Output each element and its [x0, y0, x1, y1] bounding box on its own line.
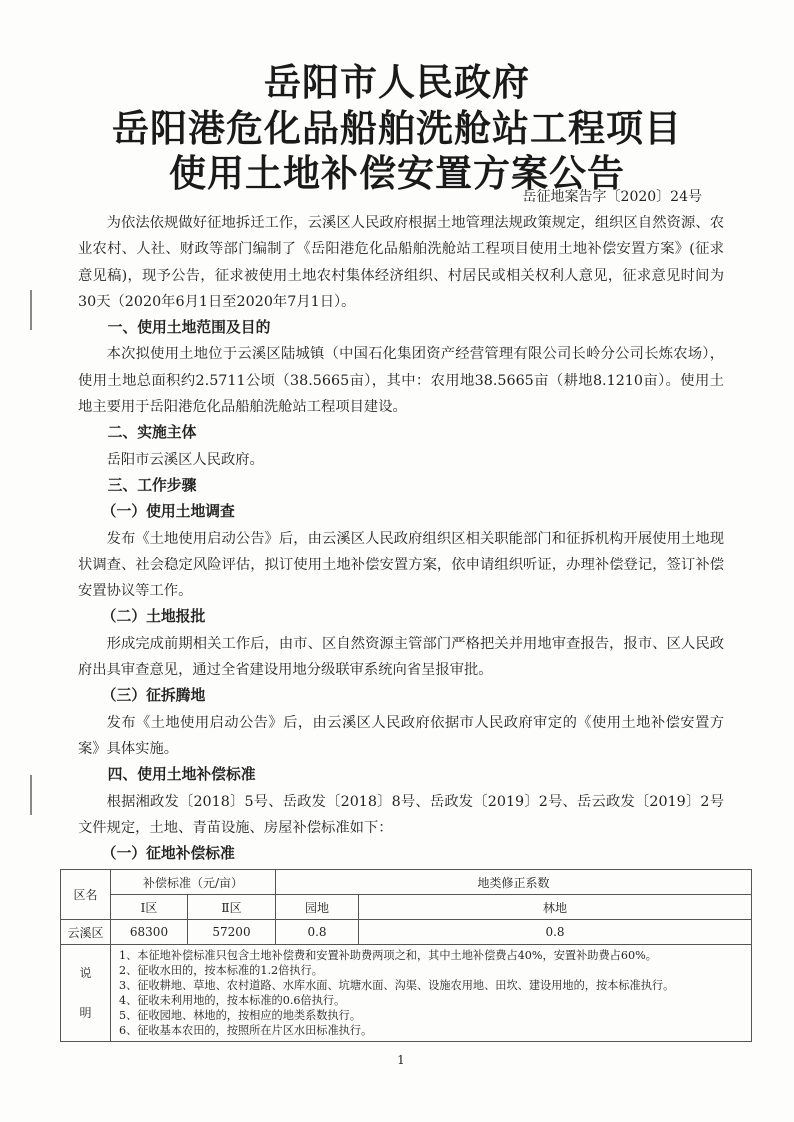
section-heading: 四、使用土地补偿标准 — [107, 766, 256, 784]
note-item: 4、征收未利用地的，按本标准的0.6倍执行。 — [119, 994, 346, 1008]
notes-label-1: 说 — [79, 966, 92, 981]
section-heading: 三、工作步骤 — [107, 476, 197, 494]
paragraph: 根据湘政发〔2018〕5号、岳政发〔2018〕8号、岳政发〔2019〕2号、岳云政发〔2019〕2号文件规定，土地、青苗设施、房屋补偿标准如下： — [78, 793, 724, 836]
header-area: 区名 — [61, 870, 111, 920]
notes-label-2: 明 — [79, 1006, 92, 1021]
paragraph: 发布《土地使用启动公告》后，由云溪区人民政府依据市人民政府审定的《使用土地补偿安置方案》具体实施。 — [78, 714, 724, 757]
cell-forest: 0.8 — [359, 920, 752, 945]
title-line-3: 使用土地补偿安置方案公告 — [169, 151, 625, 195]
header-forest: 林地 — [359, 895, 752, 920]
scan-mark — [30, 290, 32, 330]
intro-paragraph: 为依法依规做好征地拆迁工作，云溪区人民政府根据土地管理法规政策规定，组织区自然资源、农业农村、人社、财政等部门编制了《岳阳港危化品船舶洗舱站工程项目使用土地补偿安置方案》(征求意见稿)，现予公告，征求被使用土地农村集体经济组织、村居民或相关权利人意见，征求意见时间为30天（2020年6月1日至2020年7月1日）。 — [78, 215, 724, 310]
note-item: 5、征收园地、林地的，按相应的地类系数执行。 — [119, 1009, 362, 1023]
title-line-1: 岳阳市人民政府 — [264, 60, 530, 104]
notes-label — [61, 945, 111, 1042]
cell-zone-1: 68300 — [111, 920, 188, 945]
section-heading: 二、实施主体 — [107, 424, 197, 442]
title-line-2: 岳阳港危化品船舶洗舱站工程项目 — [112, 106, 682, 150]
header-standard: 补偿标准（元/亩） — [111, 870, 276, 895]
table-row — [61, 920, 752, 945]
document-number: 岳征地案告字〔2020〕24号 — [522, 189, 702, 205]
header-garden: 园地 — [276, 895, 359, 920]
subsection-heading: （三）征拆腾地 — [101, 687, 206, 705]
notes-cell — [111, 945, 752, 1042]
cell-zone-2: 57200 — [188, 920, 276, 945]
paragraph: 岳阳市云溪区人民政府。 — [106, 451, 264, 468]
paragraph: 本次拟使用土地位于云溪区陆城镇（中国石化集团资产经营管理有限公司长岭分公司长炼农场），使用土地总面积约2.5711公顷（38.5665亩），其中：农用地38.5665亩（耕地8.1210亩）。使用土地主要用于岳阳港危化品船舶洗舱站工程项目建设。 — [78, 346, 724, 416]
header-coefficient: 地类修正系数 — [276, 870, 752, 895]
scan-mark — [30, 775, 32, 815]
header-zone-1: Ⅰ区 — [111, 895, 188, 920]
note-item: 6、征收基本农田的，按照所在片区水田标准执行。 — [119, 1024, 373, 1038]
note-item: 1、本征地补偿标准只包含土地补偿费和安置补助费两项之和，其中土地补偿费占40%，安置补助费占60%。 — [119, 949, 657, 963]
cell-area: 云溪区 — [61, 920, 111, 945]
cell-garden: 0.8 — [276, 920, 359, 945]
subsection-heading: （一）征地补偿标准 — [101, 845, 235, 863]
paragraph: 发布《土地使用启动公告》后，由云溪区人民政府组织区相关职能部门和征拆机构开展使用土地现状调查、社会稳定风险评估，拟订使用土地补偿安置方案，依申请组织听证，办理补偿登记，签订补偿安置协议等工作。 — [78, 530, 724, 600]
paragraph: 形成完成前期相关工作后，由市、区自然资源主管部门严格把关并用地审查报告，报市、区人民政府出具审查意见，通过全省建设用地分级联审系统向省呈报审批。 — [78, 635, 724, 679]
subsection-heading: （一）使用土地调查 — [101, 503, 235, 521]
note-item: 2、征收水田的，按本标准的1.2倍执行。 — [119, 964, 323, 978]
document-body — [67, 210, 724, 1068]
compensation-table — [60, 869, 752, 1042]
subsection-heading: （二）土地报批 — [101, 608, 206, 626]
section-heading: 一、使用土地范围及目的 — [107, 319, 271, 337]
header-zone-2: Ⅱ区 — [188, 895, 276, 920]
page-number: 1 — [397, 1053, 405, 1068]
note-item: 3、征收耕地、草地、农村道路、水库水面、坑塘水面、沟渠、设施农用地、田坎、建设用地的，按本标准执行。 — [119, 979, 675, 993]
